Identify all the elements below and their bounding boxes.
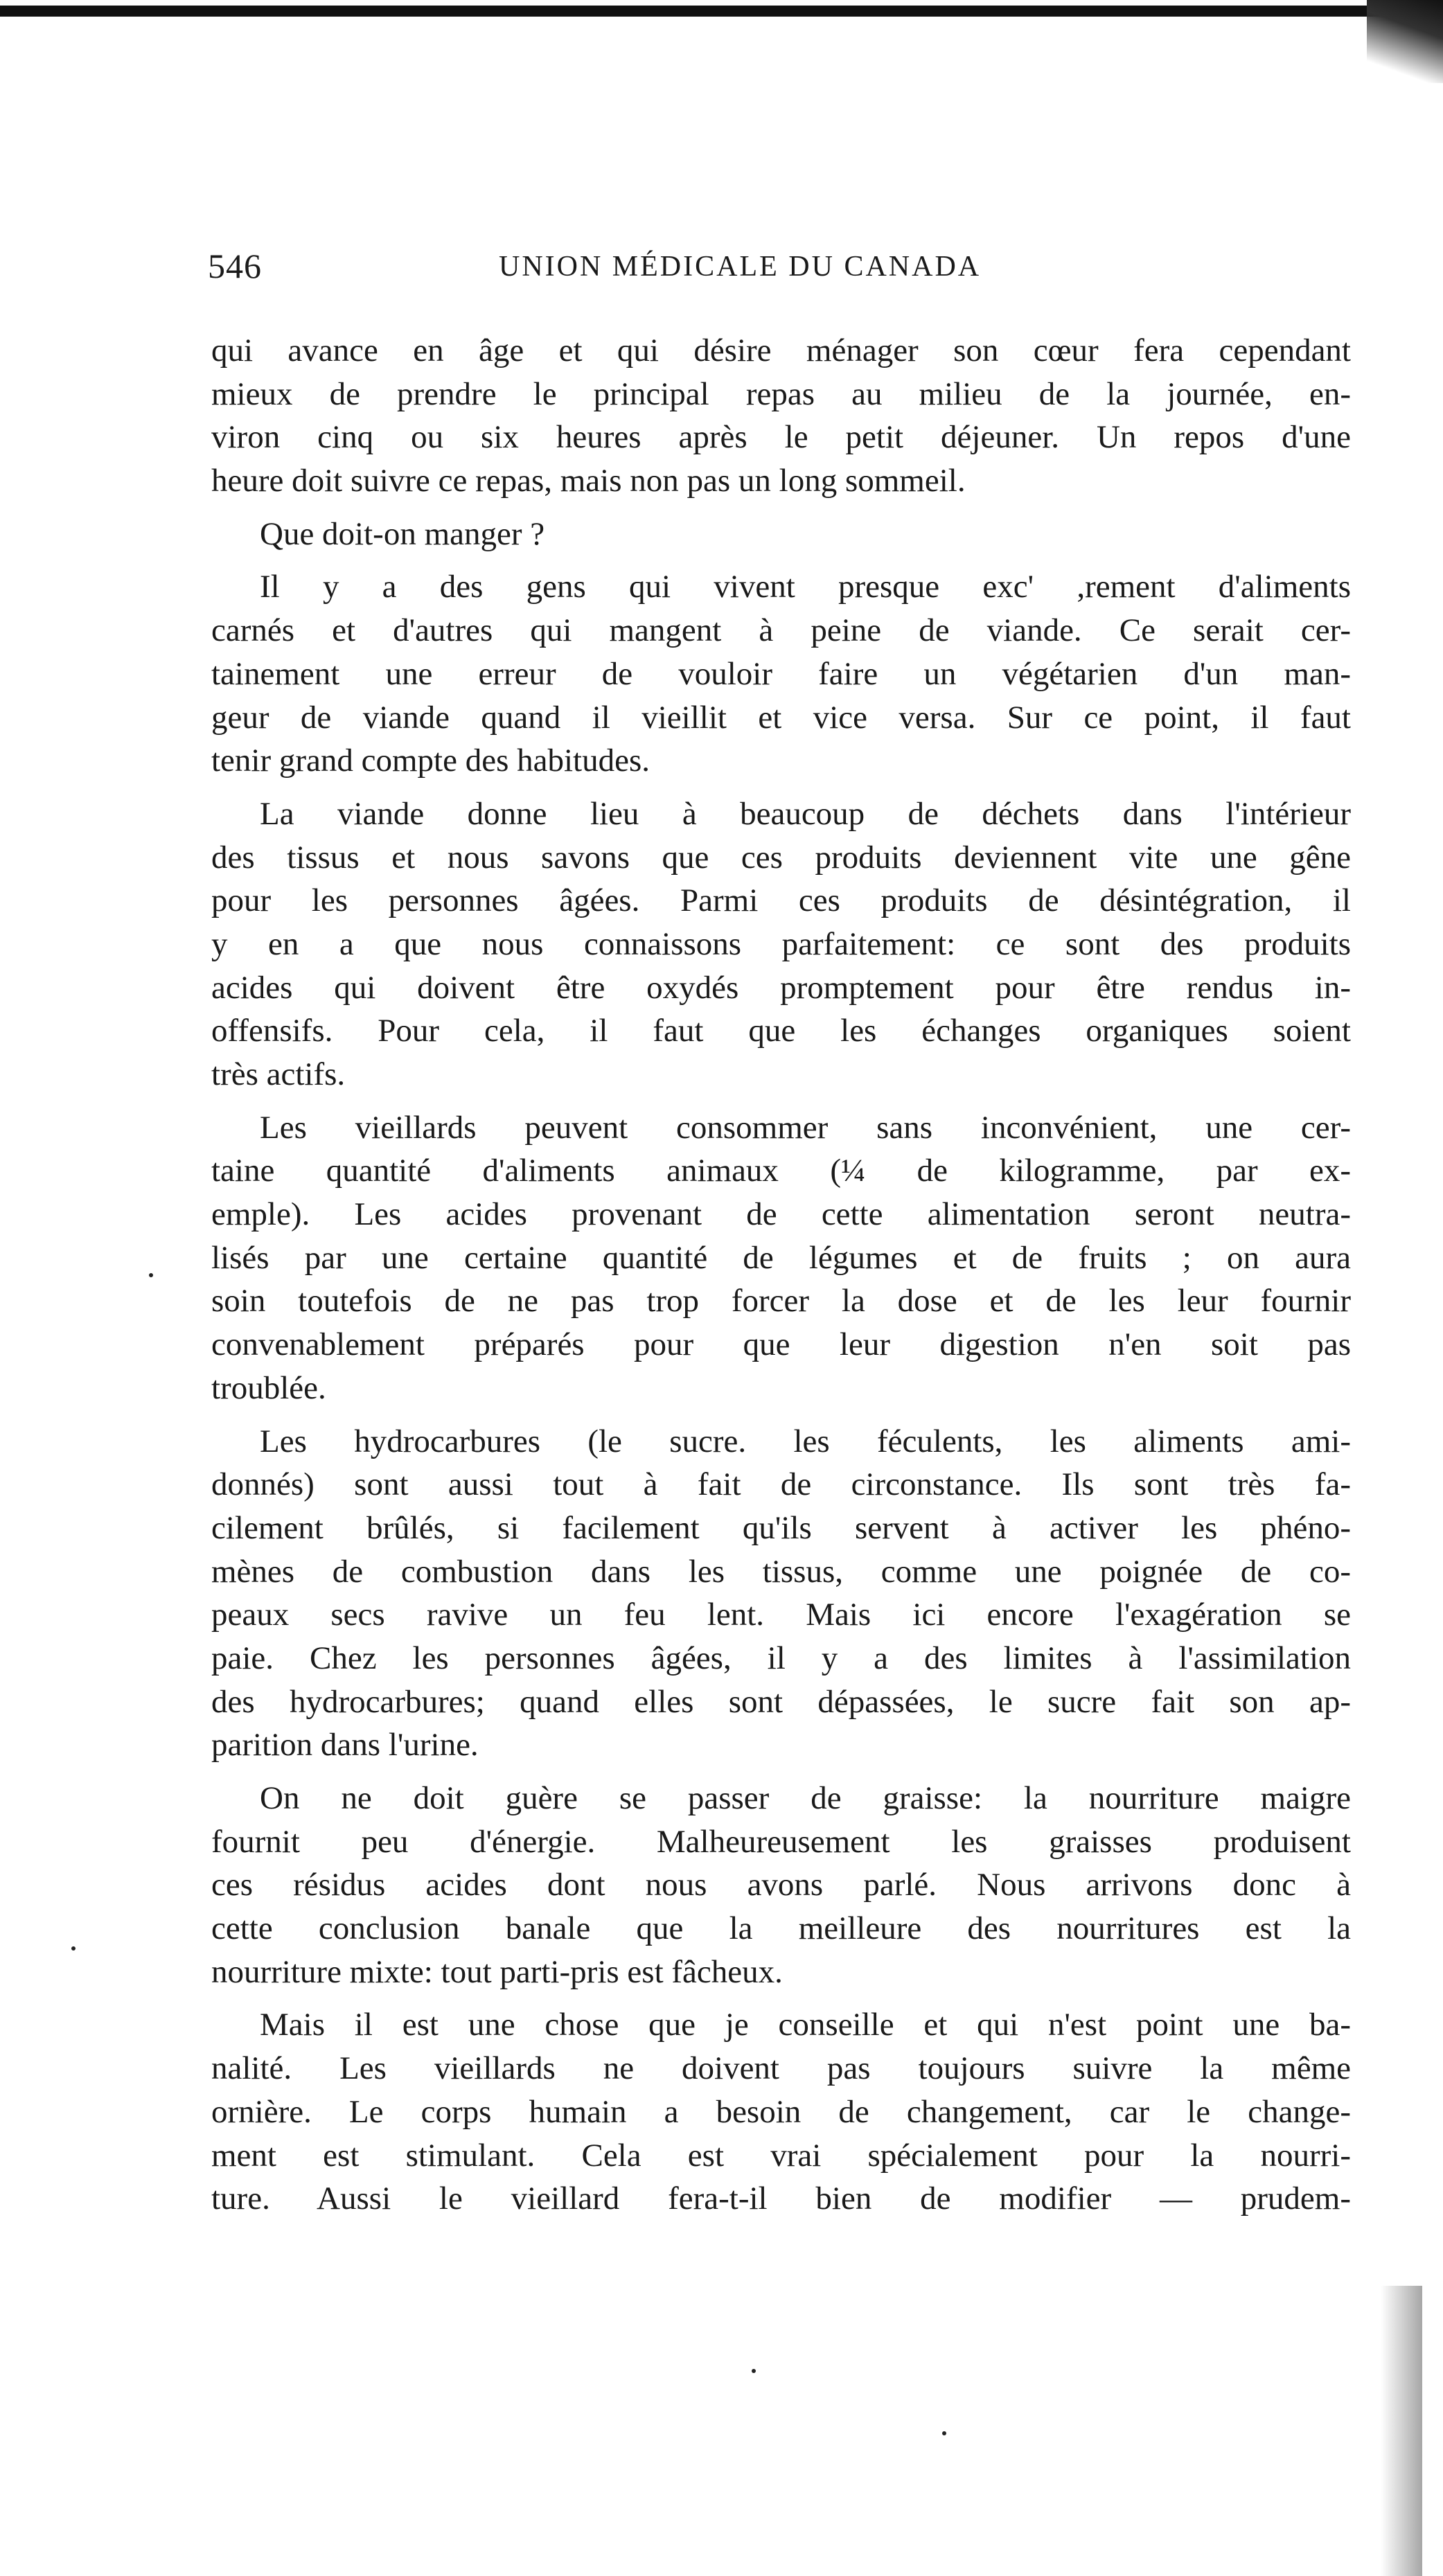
paragraph xyxy=(211,1106,1351,1410)
paragraph xyxy=(211,329,1351,503)
text-line: nalité. Les vieillards ne doivent pas toujours suivre la même xyxy=(211,2050,1351,2087)
paragraph-gap xyxy=(211,1410,1351,1420)
text-line: lisés par une certaine quantité de légumes et de fruits ; on aura xyxy=(211,1239,1351,1276)
text-line: y en a que nous connaissons parfaitement: ce sont des produits xyxy=(211,925,1351,962)
text-line: mènes de combustion dans les tissus, comme une poignée de co- xyxy=(211,1553,1351,1590)
text-line: fournit peu d'énergie. Malheureusement les graisses produisent xyxy=(211,1823,1351,1860)
text-line: paie. Chez les personnes âgées, il y a des limites à l'assimilation xyxy=(211,1640,1351,1676)
text-line: soin toutefois de ne pas trop forcer la dose et de les leur fournir xyxy=(211,1283,1351,1320)
text-line: ces résidus acides dont nous avons parlé. Nous arrivons donc à xyxy=(211,1867,1351,1903)
text-line: Les vieillards peuvent consommer sans inconvénient, une cer- xyxy=(260,1109,1351,1146)
paragraph xyxy=(211,1777,1351,1993)
top-border-rule xyxy=(0,6,1386,17)
text-line: Mais il est une chose que je conseille et qui n'est point une ba- xyxy=(260,2007,1351,2043)
body-text xyxy=(211,329,1351,2221)
scan-corner-artifact xyxy=(1367,0,1443,83)
text-line: pour les personnes âgées. Parmi ces produits de désintégration, il xyxy=(211,882,1351,919)
text-line: heure doit suivre ce repas, mais non pas un long sommeil. xyxy=(211,463,966,499)
text-line: Il y a des gens qui vivent presque exc' ,rement d'aliments xyxy=(260,569,1351,605)
text-line: cette conclusion banale que la meilleure des nourritures est la xyxy=(211,1910,1351,1947)
page-number: 546 xyxy=(208,247,262,285)
text-line: offensifs. Pour cela, il faut que les échanges organiques soient xyxy=(211,1013,1351,1049)
text-line: viron cinq ou six heures après le petit déjeuner. Un repos d'une xyxy=(211,419,1351,456)
running-title: UNION MÉDICALE DU CANADA xyxy=(499,251,982,283)
paragraph xyxy=(211,2003,1351,2220)
text-line: très actifs. xyxy=(211,1056,346,1092)
text-line: La viande donne lieu à beaucoup de déchets dans l'intérieur xyxy=(260,795,1351,832)
paragraph-gap xyxy=(211,556,1351,565)
text-line: acides qui doivent être oxydés promptement pour être rendus in- xyxy=(211,969,1351,1006)
text-line: tainement une erreur de vouloir faire un végétarien d'un man- xyxy=(211,655,1351,692)
text-line: qui avance en âge et qui désire ménager son cœur fera cependant xyxy=(211,332,1351,368)
paragraph xyxy=(211,1420,1351,1768)
paragraph xyxy=(211,565,1351,782)
paragraph-gap xyxy=(211,1096,1351,1106)
paragraph-gap xyxy=(211,503,1351,513)
text-line: ornière. Le corps humain a besoin de changement, car le change- xyxy=(211,2093,1351,2130)
stray-mark xyxy=(149,1273,153,1277)
paragraph xyxy=(211,513,1351,556)
text-line: On ne doit guère se passer de graisse: la nourriture maigre xyxy=(260,1780,1351,1816)
text-line: ment est stimulant. Cela est vrai spécialement pour la nourri- xyxy=(211,2137,1351,2174)
text-line: cilement brûlés, si facilement qu'ils servent à activer les phéno- xyxy=(211,1509,1351,1546)
paragraph-gap xyxy=(211,1767,1351,1777)
text-line: nourriture mixte: tout parti-pris est fâcheux. xyxy=(211,1953,783,1990)
text-line: peaux secs ravive un feu lent. Mais ici encore l'exagération se xyxy=(211,1597,1351,1633)
stray-mark xyxy=(71,1946,76,1951)
text-line: carnés et d'autres qui mangent à peine de viande. Ce serait cer- xyxy=(211,612,1351,649)
text-line: donnés) sont aussi tout à fait de circonstance. Ils sont très fa- xyxy=(211,1466,1351,1503)
text-line: taine quantité d'aliments animaux (¼ de kilogramme, par ex- xyxy=(211,1153,1351,1189)
text-line: mieux de prendre le principal repas au milieu de la journée, en- xyxy=(211,375,1351,412)
scan-edge-artifact xyxy=(1381,2286,1422,2576)
text-line: troublée. xyxy=(211,1369,326,1406)
text-line: ture. Aussi le vieillard fera-t-il bien de modifier — prudem- xyxy=(211,2180,1351,2217)
text-line: tenir grand compte des habitudes. xyxy=(211,743,650,779)
page-header xyxy=(208,246,1351,301)
text-line: geur de viande quand il vieillit et vice versa. Sur ce point, il faut xyxy=(211,699,1351,736)
stray-mark xyxy=(752,2369,756,2373)
text-line: Que doit-on manger ? xyxy=(260,515,545,552)
paragraph-gap xyxy=(211,783,1351,792)
text-line: Les hydrocarbures (le sucre. les féculents, les aliments ami- xyxy=(260,1423,1351,1459)
text-line: des tissus et nous savons que ces produits deviennent vite une gêne xyxy=(211,839,1351,876)
paragraph xyxy=(211,792,1351,1096)
stray-mark xyxy=(942,2431,946,2435)
paragraph-gap xyxy=(211,1993,1351,2003)
text-line: des hydrocarbures; quand elles sont dépassées, le sucre fait son ap- xyxy=(211,1683,1351,1720)
text-line: convenablement préparés pour que leur digestion n'en soit pas xyxy=(211,1326,1351,1363)
text-line: parition dans l'urine. xyxy=(211,1727,479,1764)
text-line: emple). Les acides provenant de cette alimentation seront neutra- xyxy=(211,1196,1351,1233)
